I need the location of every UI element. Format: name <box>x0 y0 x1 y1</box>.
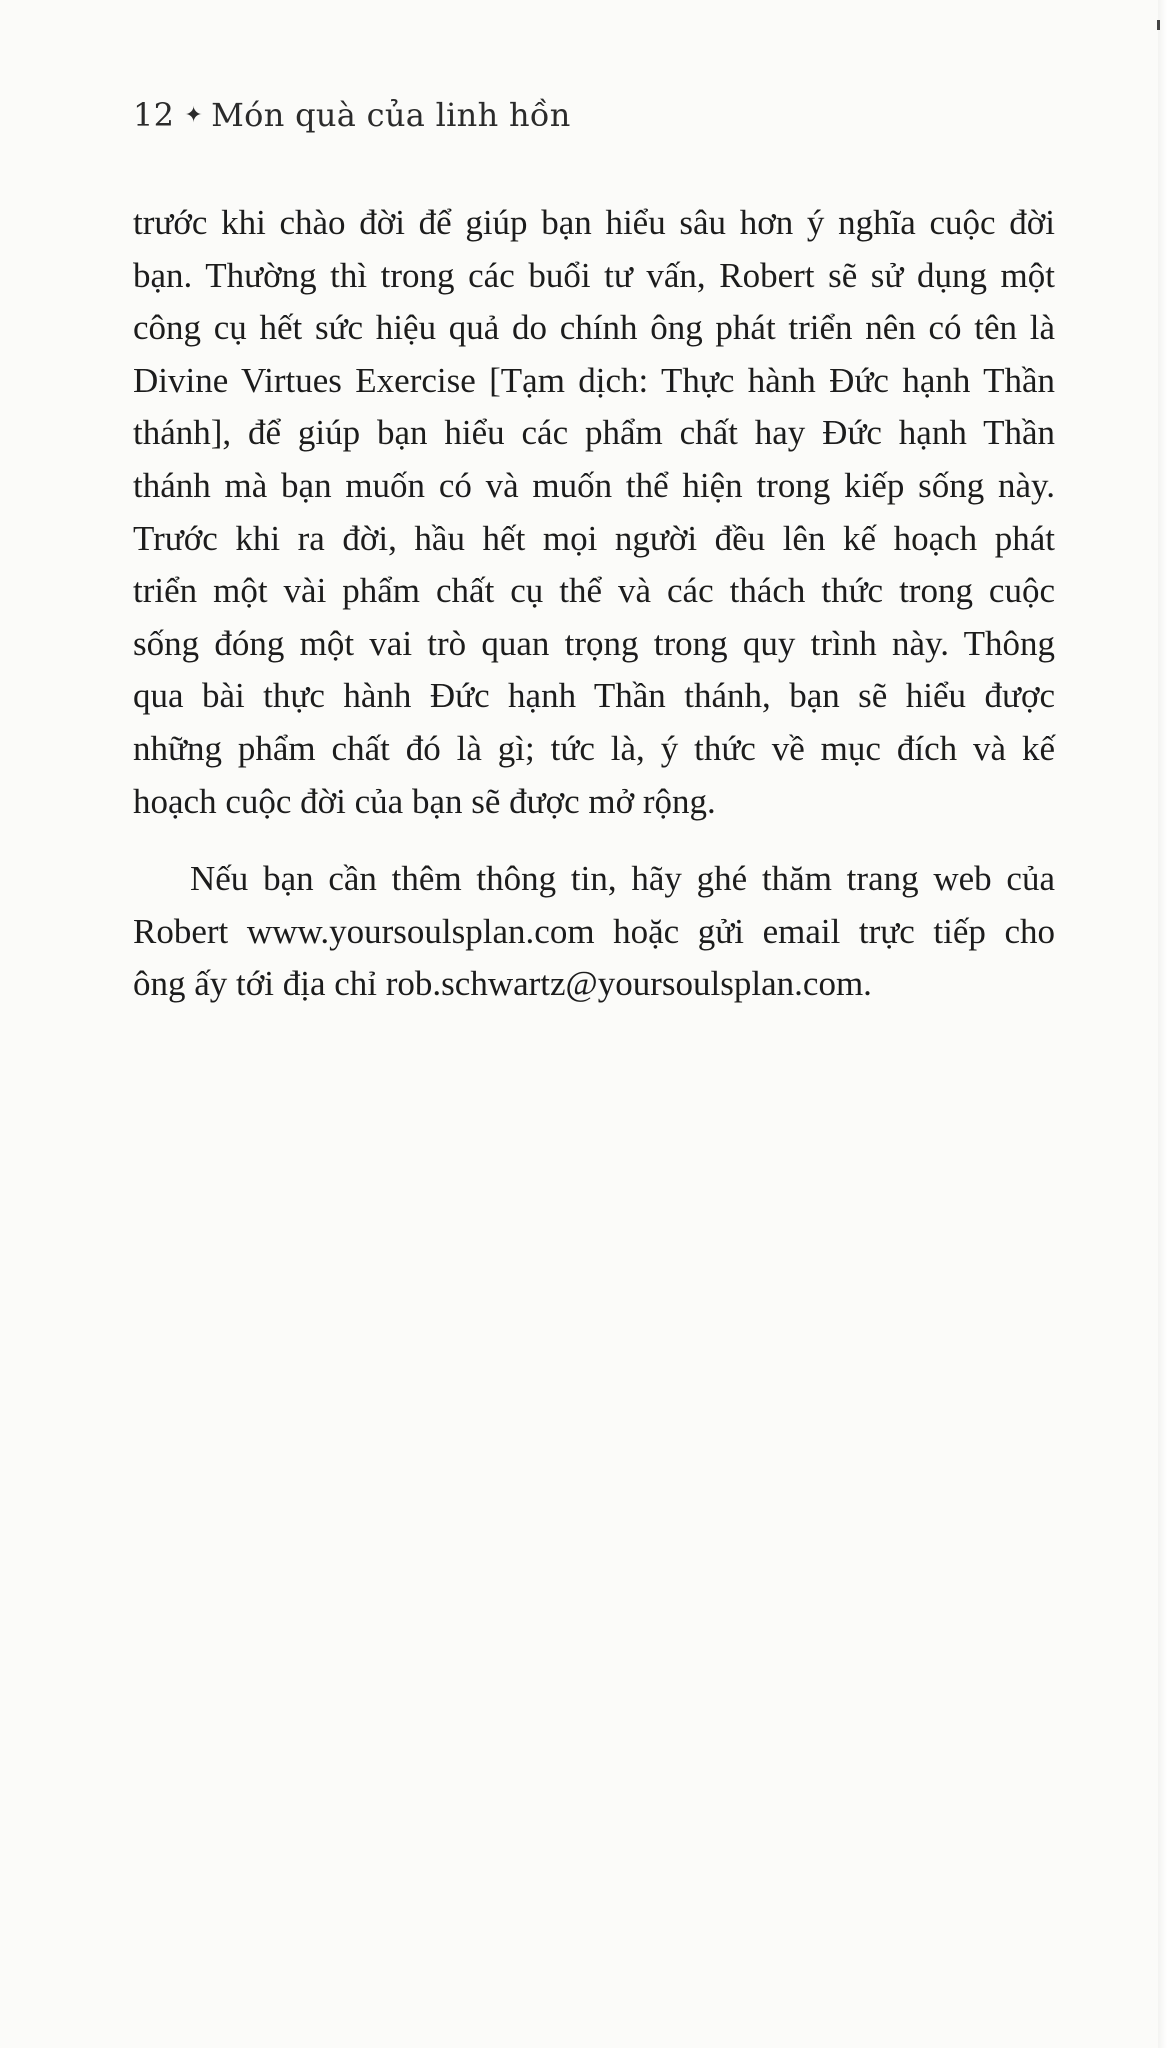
paragraph-spacer <box>133 828 1055 853</box>
body-text <box>133 197 1055 1011</box>
page-number: 12 <box>133 96 175 134</box>
text-line: hoạch cuộc đời của bạn sẽ được mở rộng. <box>133 781 716 821</box>
running-head <box>133 96 571 134</box>
text-line: trước khi chào đời để giúp bạn hiểu sâu hơn ý nghĩa cuộc đời <box>133 203 1055 242</box>
text-line: những phẩm chất đó là gì; tức là, ý thức về mục đích và kế <box>133 728 1055 768</box>
text-line: ông ấy tới địa chỉ rob.schwartz@yoursoulsplan.com. <box>133 964 872 1004</box>
ornament-icon: ✦ <box>184 103 204 128</box>
text-line: Nếu bạn cần thêm thông tin, hãy ghé thăm trang web của <box>190 859 1055 899</box>
text-line: bạn. Thường thì trong các buổi tư vấn, Robert sẽ sử dụng một <box>133 255 1055 295</box>
text-line: triển một vài phẩm chất cụ thể và các thách thức trong cuộc <box>133 571 1055 611</box>
paragraph-2 <box>133 853 1055 1011</box>
text-line: sống đóng một vai trò quan trọng trong quy trình này. Thông <box>133 623 1055 663</box>
paragraph-1 <box>133 197 1055 828</box>
text-line: thánh], để giúp bạn hiểu các phẩm chất hay Đức hạnh Thần <box>133 413 1055 453</box>
text-line: thánh mà bạn muốn có và muốn thể hiện trong kiếp sống này. <box>133 465 1055 505</box>
scan-mark <box>1157 20 1160 30</box>
text-line: công cụ hết sức hiệu quả do chính ông phát triển nên có tên là <box>133 308 1055 348</box>
text-line: Robert www.yoursoulsplan.com hoặc gửi email trực tiếp cho <box>133 911 1055 951</box>
text-line: Trước khi ra đời, hầu hết mọi người đều lên kế hoạch phát <box>133 518 1055 558</box>
page-edge <box>1158 0 1167 2048</box>
text-line: Divine Virtues Exercise [Tạm dịch: Thực hành Đức hạnh Thần <box>133 360 1055 400</box>
book-title: Món quà của linh hồn <box>211 96 571 134</box>
text-line: qua bài thực hành Đức hạnh Thần thánh, bạn sẽ hiểu được <box>133 676 1055 716</box>
